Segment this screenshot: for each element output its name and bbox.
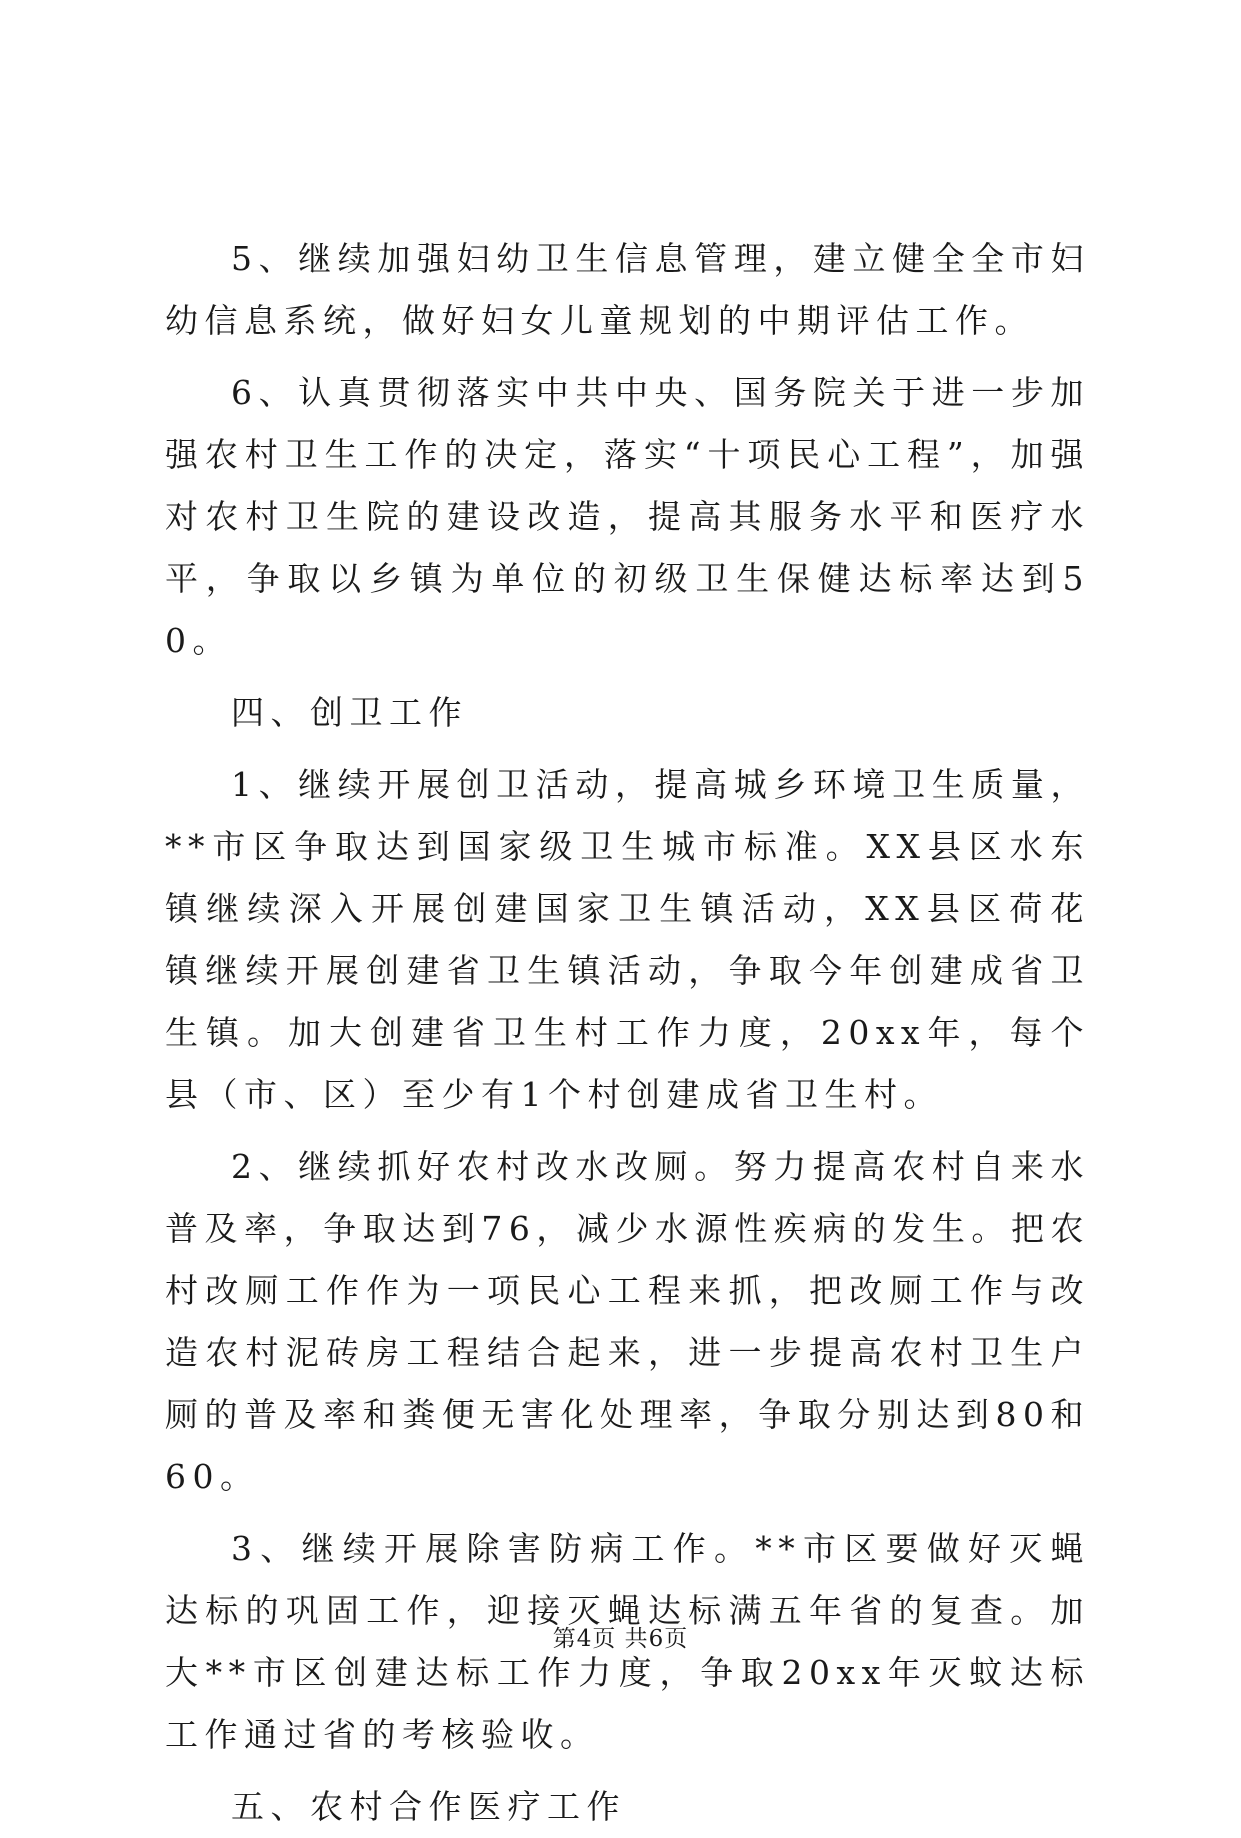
document-body: [165, 228, 1090, 1838]
paragraph-item-3: 3、继续开展除害防病工作。**市区要做好灭蝇达标的巩固工作，迎接灭蝇达标满五年省的复查。加大**市区创建达标工作力度，争取20xx年灭蚊达标工作通过省的考核验收。: [165, 1529, 1090, 1754]
section-heading-4: 四、创卫工作: [231, 693, 468, 732]
paragraph-item-1: 1、继续开展创卫活动，提高城乡环境卫生质量，**市区争取达到国家级卫生城市标准。XX县区水东镇继续深入开展创建国家卫生镇活动，XX县区荷花镇继续开展创建省卫生镇活动，争取今年创建成省卫生镇。加大创建省卫生村工作力度，20xx年，每个县（市、区）至少有1个村创建成省卫生村。: [165, 765, 1090, 1114]
section-heading-5: 五、农村合作医疗工作: [231, 1787, 626, 1826]
page-number-footer: 第4页 共6页: [552, 1626, 689, 1652]
paragraph-item-6: 6、认真贯彻落实中共中央、国务院关于进一步加强农村卫生工作的决定，落实“十项民心工程”，加强对农村卫生院的建设改造，提高其服务水平和医疗水平，争取以乡镇为单位的初级卫生保健达标率达到50。: [165, 373, 1090, 660]
paragraph-item-2: 2、继续抓好农村改水改厕。努力提高农村自来水普及率，争取达到76，减少水源性疾病的发生。把农村改厕工作作为一项民心工程来抓，把改厕工作与改造农村泥砖房工程结合起来，进一步提高农村卫生户厕的普及率和粪便无害化处理率，争取分别达到80和60。: [165, 1147, 1090, 1496]
paragraph-item-5: 5、继续加强妇幼卫生信息管理，建立健全全市妇幼信息系统，做好妇女儿童规划的中期评估工作。: [165, 239, 1090, 340]
